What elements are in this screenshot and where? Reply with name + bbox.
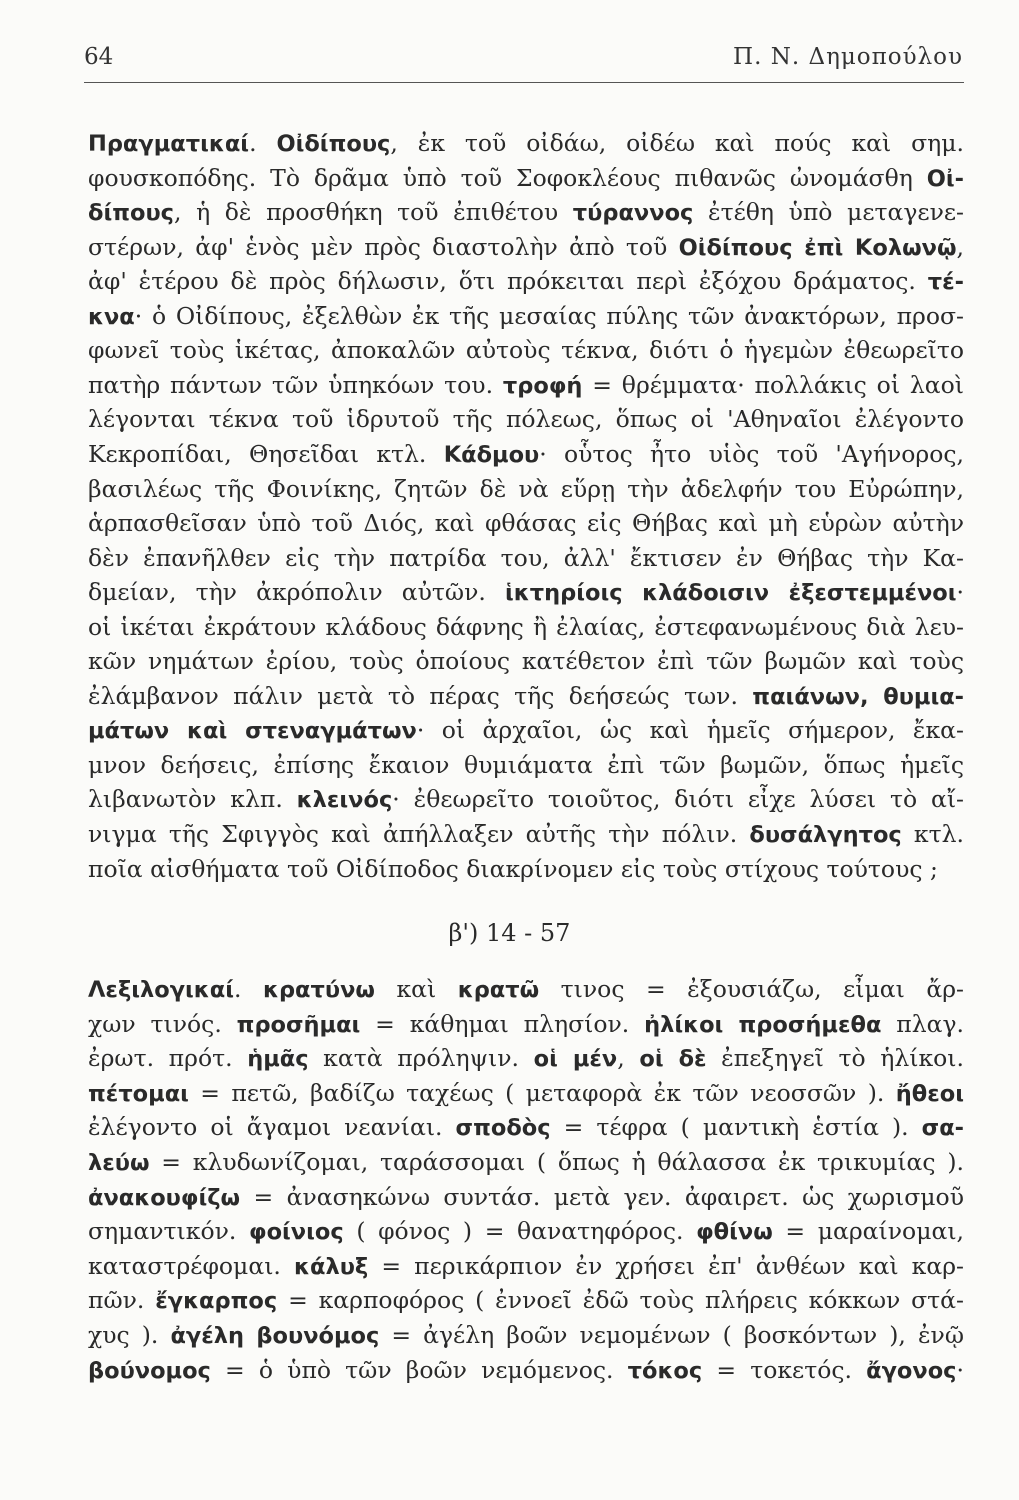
text-run: ἐλάμβανον πάλιν μετὰ τὸ πέρας τῆς δεήσεώς των. [88,681,753,710]
text-run: , ἡ δὲ προσθήκη τοῦ ἐπιθέτου [174,198,573,227]
text-run: . [249,129,277,157]
text-line [88,1147,964,1177]
text-run: = ἀνασηκώνω συντάσ. μετὰ γεν. ἀφαιρετ. ὡς χωρισμοῦ [240,1182,964,1211]
text-run: χυς ). [88,1321,171,1349]
text-line [88,1251,964,1281]
bold-term: παιάνων, θυμια- [752,683,964,710]
text-run: ἐπεξηγεῖ τὸ ἡλίκοι. [706,1044,964,1073]
text-run: δὲν ἐπανῆλθεν εἰς τὴν πατρίδα του, ἀλλ' ἔκτισεν ἐν Θήβας τὴν Κα- [88,543,964,572]
text-line [88,474,964,504]
text-run: = πετῶ, βαδίζω ταχέως ( μεταφορὰ ἐκ τῶν νεοσσῶν ). [188,1078,896,1107]
text-run: κατὰ πρόληψιν. [308,1044,534,1073]
bold-term: τύραννος [572,200,694,227]
text-run: κτλ. [901,820,964,848]
text-run: μνον δεήσεις, ἐπίσης ἔκαιον θυμιάματα ἐπὶ τῶν βωμῶν, ὅπως ἡμεῖς [88,750,964,779]
bold-term: δίπους [88,200,175,227]
bold-term: μάτων καὶ στεναγμάτων [88,718,417,745]
bold-term: ἠλίκοι προσήμεθα [644,1011,882,1038]
text-line [88,1043,964,1073]
text-line [88,404,964,434]
text-line [88,1216,964,1246]
text-run: = καρποφόρος ( ἐννοεῖ ἐδῶ τοὺς πλήρεις κόκκων στά- [277,1286,964,1315]
text-run: τινος = ἐξουσιάζω, εἶμαι ἄρ- [539,975,964,1003]
text-line [88,301,964,331]
text-run: ἀφ' ἑτέρου δὲ πρὸς δήλωσιν, ὅτι πρόκειται περὶ ἐξόχου δράματος. [88,267,928,296]
text-run: πατὴρ πάντων τῶν ὑπηκόων του. [88,370,503,399]
text-run: , [956,232,964,261]
bold-term: οἱ μέν [533,1046,618,1073]
text-run: = ὁ ὑπὸ τῶν βοῶν νεμόμενος. [210,1355,628,1384]
bold-term: Οἰδίπους [276,131,391,157]
text-run: ( φόνος ) = θανατηφόρος. [343,1217,697,1246]
bold-term: Οἰ- [926,165,964,192]
bold-term: σποδὸς [455,1115,551,1142]
bold-term: τέ- [927,269,964,296]
text-run: = τοκετός. [702,1355,867,1384]
text-run: = περικάρπιον ἐν χρήσει ἐπ' ἀνθέων καὶ καρ- [368,1251,964,1280]
bold-term: ἡμᾶς [247,1046,309,1073]
running-head: Π. Ν. Δημοπούλου [733,44,963,70]
text-run: ἐλέγοντο οἱ ἄγαμοι νεανίαι. [88,1113,456,1142]
bold-term: κνα [88,303,135,330]
text-run: · ἐθεωρεῖτο τοιοῦτος, διότι εἶχε λύσει τὸ αἴ- [392,785,964,814]
bold-term: κάλυξ [294,1253,369,1280]
text-run: · οἱ ἀρχαῖοι, ὡς καὶ ἡμεῖς σήμερον, ἔκα- [416,716,964,745]
text-run: = τέφρα ( μαντικὴ ἑστία ). [550,1113,922,1142]
bold-term: Λεξιλογικαί [88,977,234,1003]
bold-term: Οἰδίπους ἐπὶ Κολωνῷ [678,234,957,261]
text-line [88,1182,964,1212]
text-run: , ἐκ τοῦ οἰδάω, οἰδέω καὶ πούς καὶ σημ. [390,129,964,157]
bold-term: τροφή [502,372,583,399]
text-line [88,1355,964,1385]
bold-term: πέτομαι [88,1080,189,1107]
bold-term: δυσάλγητος [749,822,902,848]
text-line [88,508,964,538]
text-run: κῶν νημάτων ἐρίου, τοὺς ὁποίους κατέθετον ἐπὶ τῶν βωμῶν καὶ τοὺς [88,647,964,676]
text-run: νιγμα τῆς Σφιγγὸς καὶ ἀπήλλαξεν αὐτῆς τὴν πόλιν. [88,820,750,848]
text-run: ἐτέθη ὑπὸ μεταγενε- [693,198,964,227]
text-run: πλαγ. [881,1009,964,1038]
text-run: = κλυδωνίζομαι, ταράσσομαι ( ὅπως ἡ θάλασσα ἐκ τρικυμίας ). [149,1148,964,1176]
text-line [88,232,964,262]
text-run: φωνεῖ τοὺς ἱκέτας, ἀποκαλῶν αὐτοὺς τέκνα, διότι ὁ ἡγεμὼν ἐθεωρεῖτο [88,336,964,365]
text-run: , [617,1044,640,1073]
text-line [88,646,964,676]
text-run: ἐρωτ. πρότ. [88,1044,248,1073]
text-run: λέγονται τέκνα τοῦ ἱδρυτοῦ τῆς πόλεως, ὅπως οἱ 'Αθηναῖοι ἐλέγοντο [88,405,964,434]
bold-term: σα- [921,1115,964,1142]
text-run: βασιλέως τῆς Φοινίκης, ζητῶν δὲ νὰ εὕρῃ τὴν ἀδελφήν του Εὐρώπην, [88,474,964,503]
text-line [88,612,964,642]
bold-term: Κάδμου [443,441,540,468]
text-run: . [234,975,263,1003]
text-line [88,1112,964,1142]
bold-term: βούνομος [88,1357,211,1384]
text-line [88,335,964,365]
bold-term: λεύω [88,1150,150,1176]
text-run: οἱ ἱκέται ἐκράτουν κλάδους δάφνης ἢ ἐλαίας, ἐστεφανωμένους διὰ λευ- [88,612,964,641]
text-line [88,819,964,849]
bold-term: ἄγονος [866,1357,957,1384]
bold-term: Πραγματικαί [88,131,250,157]
bold-term: ἤθεοι [895,1080,964,1107]
header-rule [84,82,964,83]
text-run: καταστρέφομαι. [88,1251,295,1280]
text-line [88,1285,964,1315]
text-run: φουσκοπόδης. Τὸ δρᾶμα ὑπὸ τοῦ Σοφοκλέους πιθανῶς ὠνομάσθη [88,163,927,192]
text-run: δμείαν, τὴν ἀκρόπολιν αὐτῶν. [88,578,505,607]
text-line [88,266,964,296]
text-line [88,1320,964,1350]
text-run: = κάθημαι πλησίον. [360,1009,645,1038]
bold-term: ἔγκαρπος [155,1288,278,1315]
section-heading: β') 14 - 57 [448,919,571,947]
bold-term: κλεινός [296,787,393,814]
text-line [88,974,964,1004]
text-line [88,439,964,469]
bold-term: φθίνω [696,1219,773,1246]
text-line [88,715,964,745]
text-run: σημαντικόν. [88,1217,249,1246]
bold-term: τόκος [627,1357,703,1384]
bold-term: ἱκτηρίοις κλάδοισιν ἐξεστεμμένοι [505,580,957,607]
bold-term: ἀγέλη βουνόμος [170,1323,380,1349]
text-run: λιβανωτὸν κλπ. [88,785,297,814]
text-line [88,197,964,227]
text-line [88,784,964,814]
text-run: χων τινός. [88,1009,237,1038]
text-run: · οὗτος ἦτο υἱὸς τοῦ 'Αγήνορος, [539,439,964,468]
text-line [88,163,964,193]
text-run: · [956,578,964,607]
text-line [88,577,964,607]
text-line [88,854,964,884]
text-run: Κεκροπίδαι, Θησεῖδαι κτλ. [88,439,444,468]
text-run: καὶ [374,975,458,1003]
bold-term: ἀνακουφίζω [88,1184,241,1211]
text-run: · ὁ Οἰδίπους, ἐξελθὼν ἐκ τῆς μεσαίας πύλης τῶν ἀνακτόρων, προσ- [134,301,964,330]
text-line [88,750,964,780]
text-line [88,370,964,400]
bold-term: προσῆμαι [236,1011,361,1038]
text-run: πῶν. [88,1286,156,1315]
bold-term: οἱ δὲ [639,1046,707,1073]
text-run: ποῖα αἰσθήματα τοῦ Οἰδίποδος διακρίνομεν εἰς τοὺς στίχους τούτους ; [88,854,938,883]
text-run: · [956,1355,964,1384]
text-line [88,1009,964,1039]
page-number: 64 [84,44,114,70]
text-line [88,681,964,711]
text-run: στέρων, ἀφ' ἑνὸς μὲν πρὸς διαστολὴν ἀπὸ τοῦ [88,232,679,261]
text-run: = θρέμματα· πολλάκις οἱ λαοὶ [582,370,964,399]
bold-term: φοίνιος [248,1219,344,1246]
bold-term: κρατύνω [262,977,375,1003]
text-line [88,1078,964,1108]
bold-term: κρατῶ [457,977,540,1003]
text-run: = μαραίνομαι, [772,1217,964,1246]
text-run: = ἀγέλη βοῶν νεμομένων ( βοσκόντων ), ἐνῷ [379,1321,964,1349]
text-line [88,128,964,158]
text-line [88,543,964,573]
text-run: ἁρπασθεῖσαν ὑπὸ τοῦ Διός, καὶ φθάσας εἰς Θήβας καὶ μὴ εὑρὼν αὐτὴν [88,509,964,538]
